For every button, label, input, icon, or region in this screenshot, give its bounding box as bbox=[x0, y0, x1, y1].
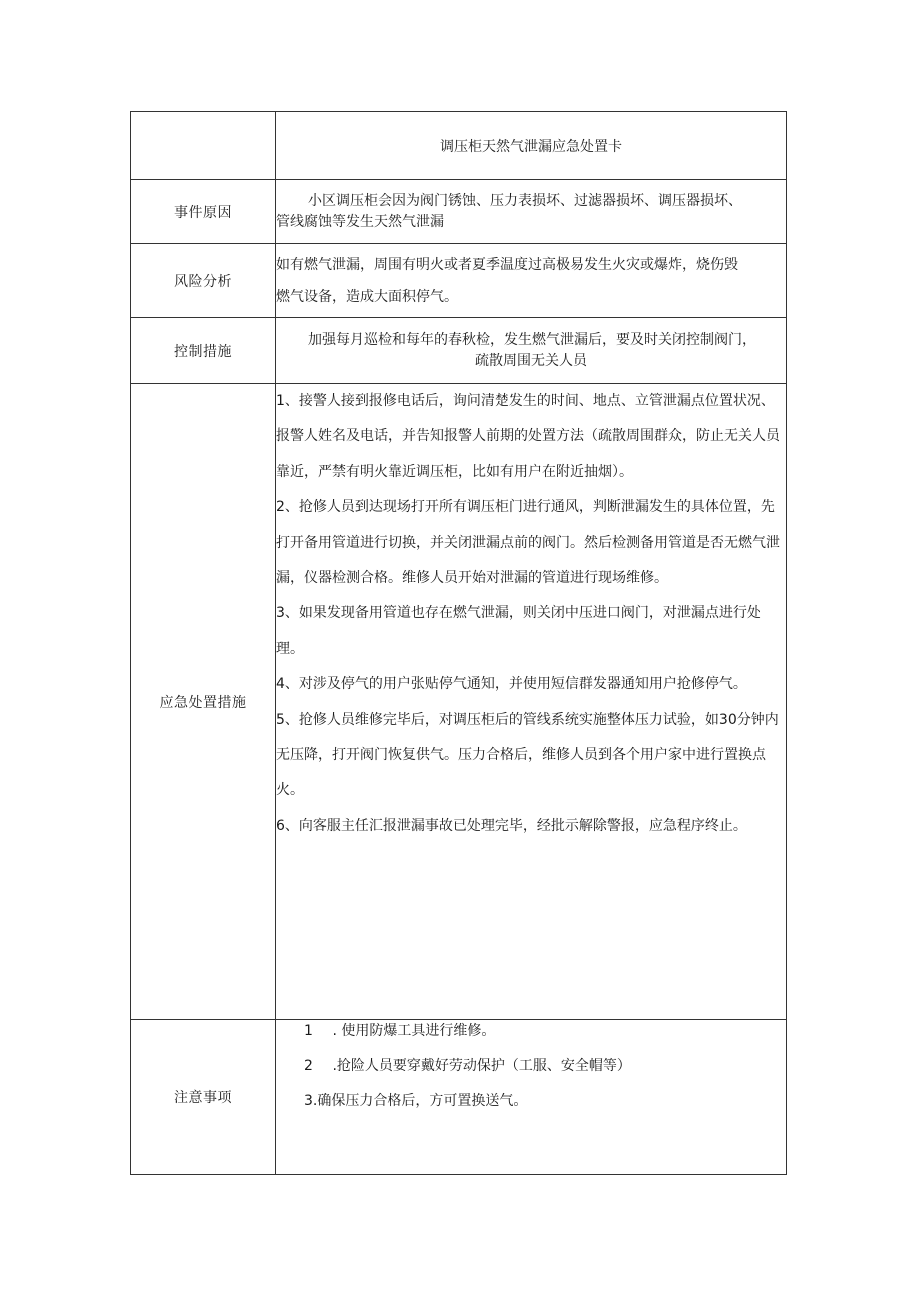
control-label: 控制措施 bbox=[131, 318, 276, 384]
control-line-1: 加强每月巡检和每年的春秋检，发生燃气泄漏后，要及时关闭控制阀门， bbox=[308, 331, 756, 348]
cause-label: 事件原因 bbox=[131, 180, 276, 244]
note-number-1: 1 bbox=[304, 1023, 313, 1039]
emergency-step-4: 4、对涉及停气的用户张贴停气通知，并使用短信群发器通知用户抢修停气。 bbox=[276, 676, 747, 693]
emergency-step-1: 1、接警人接到报修电话后，询问清楚发生的时间、地点、立管泄漏点位置状况、报警人姓名及电话，并告知报警人前期的处置方法（疏散周围群众，防止无关人员靠近，严禁有明火靠近调压柜，比如有用户在附近抽烟）。 bbox=[276, 393, 780, 480]
cause-line-1: 小区调压柜会因为阀门锈蚀、压力表损坏、过滤器损坏、调压器损坏、 bbox=[308, 192, 742, 209]
cause-row bbox=[131, 180, 787, 244]
emergency-step-3: 3、如果发现备用管道也存在燃气泄漏，则关闭中压进口阀门，对泄漏点进行处理。 bbox=[276, 605, 761, 657]
risk-line-2: 燃气设备，造成大面积停气。 bbox=[276, 288, 458, 305]
card-title: 调压柜天然气泄漏应急处置卡 bbox=[276, 112, 787, 180]
cause-content bbox=[276, 180, 787, 244]
note-text-2: .抢险人员要穿戴好劳动保护（工服、安全帽等） bbox=[332, 1058, 631, 1074]
emergency-card-table bbox=[130, 111, 787, 1175]
cause-line-2: 管线腐蚀等发生天然气泄漏 bbox=[276, 213, 444, 230]
emergency-step-6: 6、向客服主任汇报泄漏事故已处理完毕，经批示解除警报，应急程序终止。 bbox=[276, 817, 747, 834]
note-number-2: 2 bbox=[304, 1058, 313, 1074]
notes-label: 注意事项 bbox=[131, 1020, 276, 1175]
note-text-1: . 使用防爆工具进行维修。 bbox=[332, 1023, 496, 1039]
emergency-row bbox=[131, 384, 787, 1020]
note-number-3: 3. bbox=[304, 1093, 318, 1109]
title-row bbox=[131, 112, 787, 180]
emergency-content bbox=[276, 384, 787, 1020]
notes-row bbox=[131, 1020, 787, 1175]
note-text-3: 确保压力合格后，方可置换送气。 bbox=[317, 1093, 528, 1109]
risk-line-1: 如有燃气泄漏，周围有明火或者夏季温度过高极易发生火灾或爆炸，烧伤毁 bbox=[276, 256, 738, 273]
note-item-3 bbox=[276, 1090, 786, 1125]
risk-content bbox=[276, 244, 787, 318]
risk-row bbox=[131, 244, 787, 318]
emergency-label: 应急处置措施 bbox=[131, 384, 276, 1020]
notes-content bbox=[276, 1020, 787, 1175]
control-content bbox=[276, 318, 787, 384]
note-item-1 bbox=[276, 1020, 786, 1055]
control-line-2: 疏散周围无关人员 bbox=[475, 352, 587, 369]
emergency-step-5: 5、抢修人员维修完毕后，对调压柜后的管线系统实施整体压力试验，如30分钟内无压降，打开阀门恢复供气。压力合格后，维修人员到各个用户家中进行置换点火。 bbox=[276, 711, 779, 799]
control-row bbox=[131, 318, 787, 384]
risk-label: 风险分析 bbox=[131, 244, 276, 318]
note-item-2 bbox=[276, 1055, 786, 1090]
emergency-step-2: 2、抢修人员到达现场打开所有调压柜门进行通风，判断泄漏发生的具体位置，先打开备用管道进行切换，并关闭泄漏点前的阀门。然后检测备用管道是否无燃气泄漏，仪器检测合格。维修人员开始对泄漏的管道进行现场维修。 bbox=[276, 499, 780, 587]
title-blank-cell bbox=[131, 112, 276, 180]
